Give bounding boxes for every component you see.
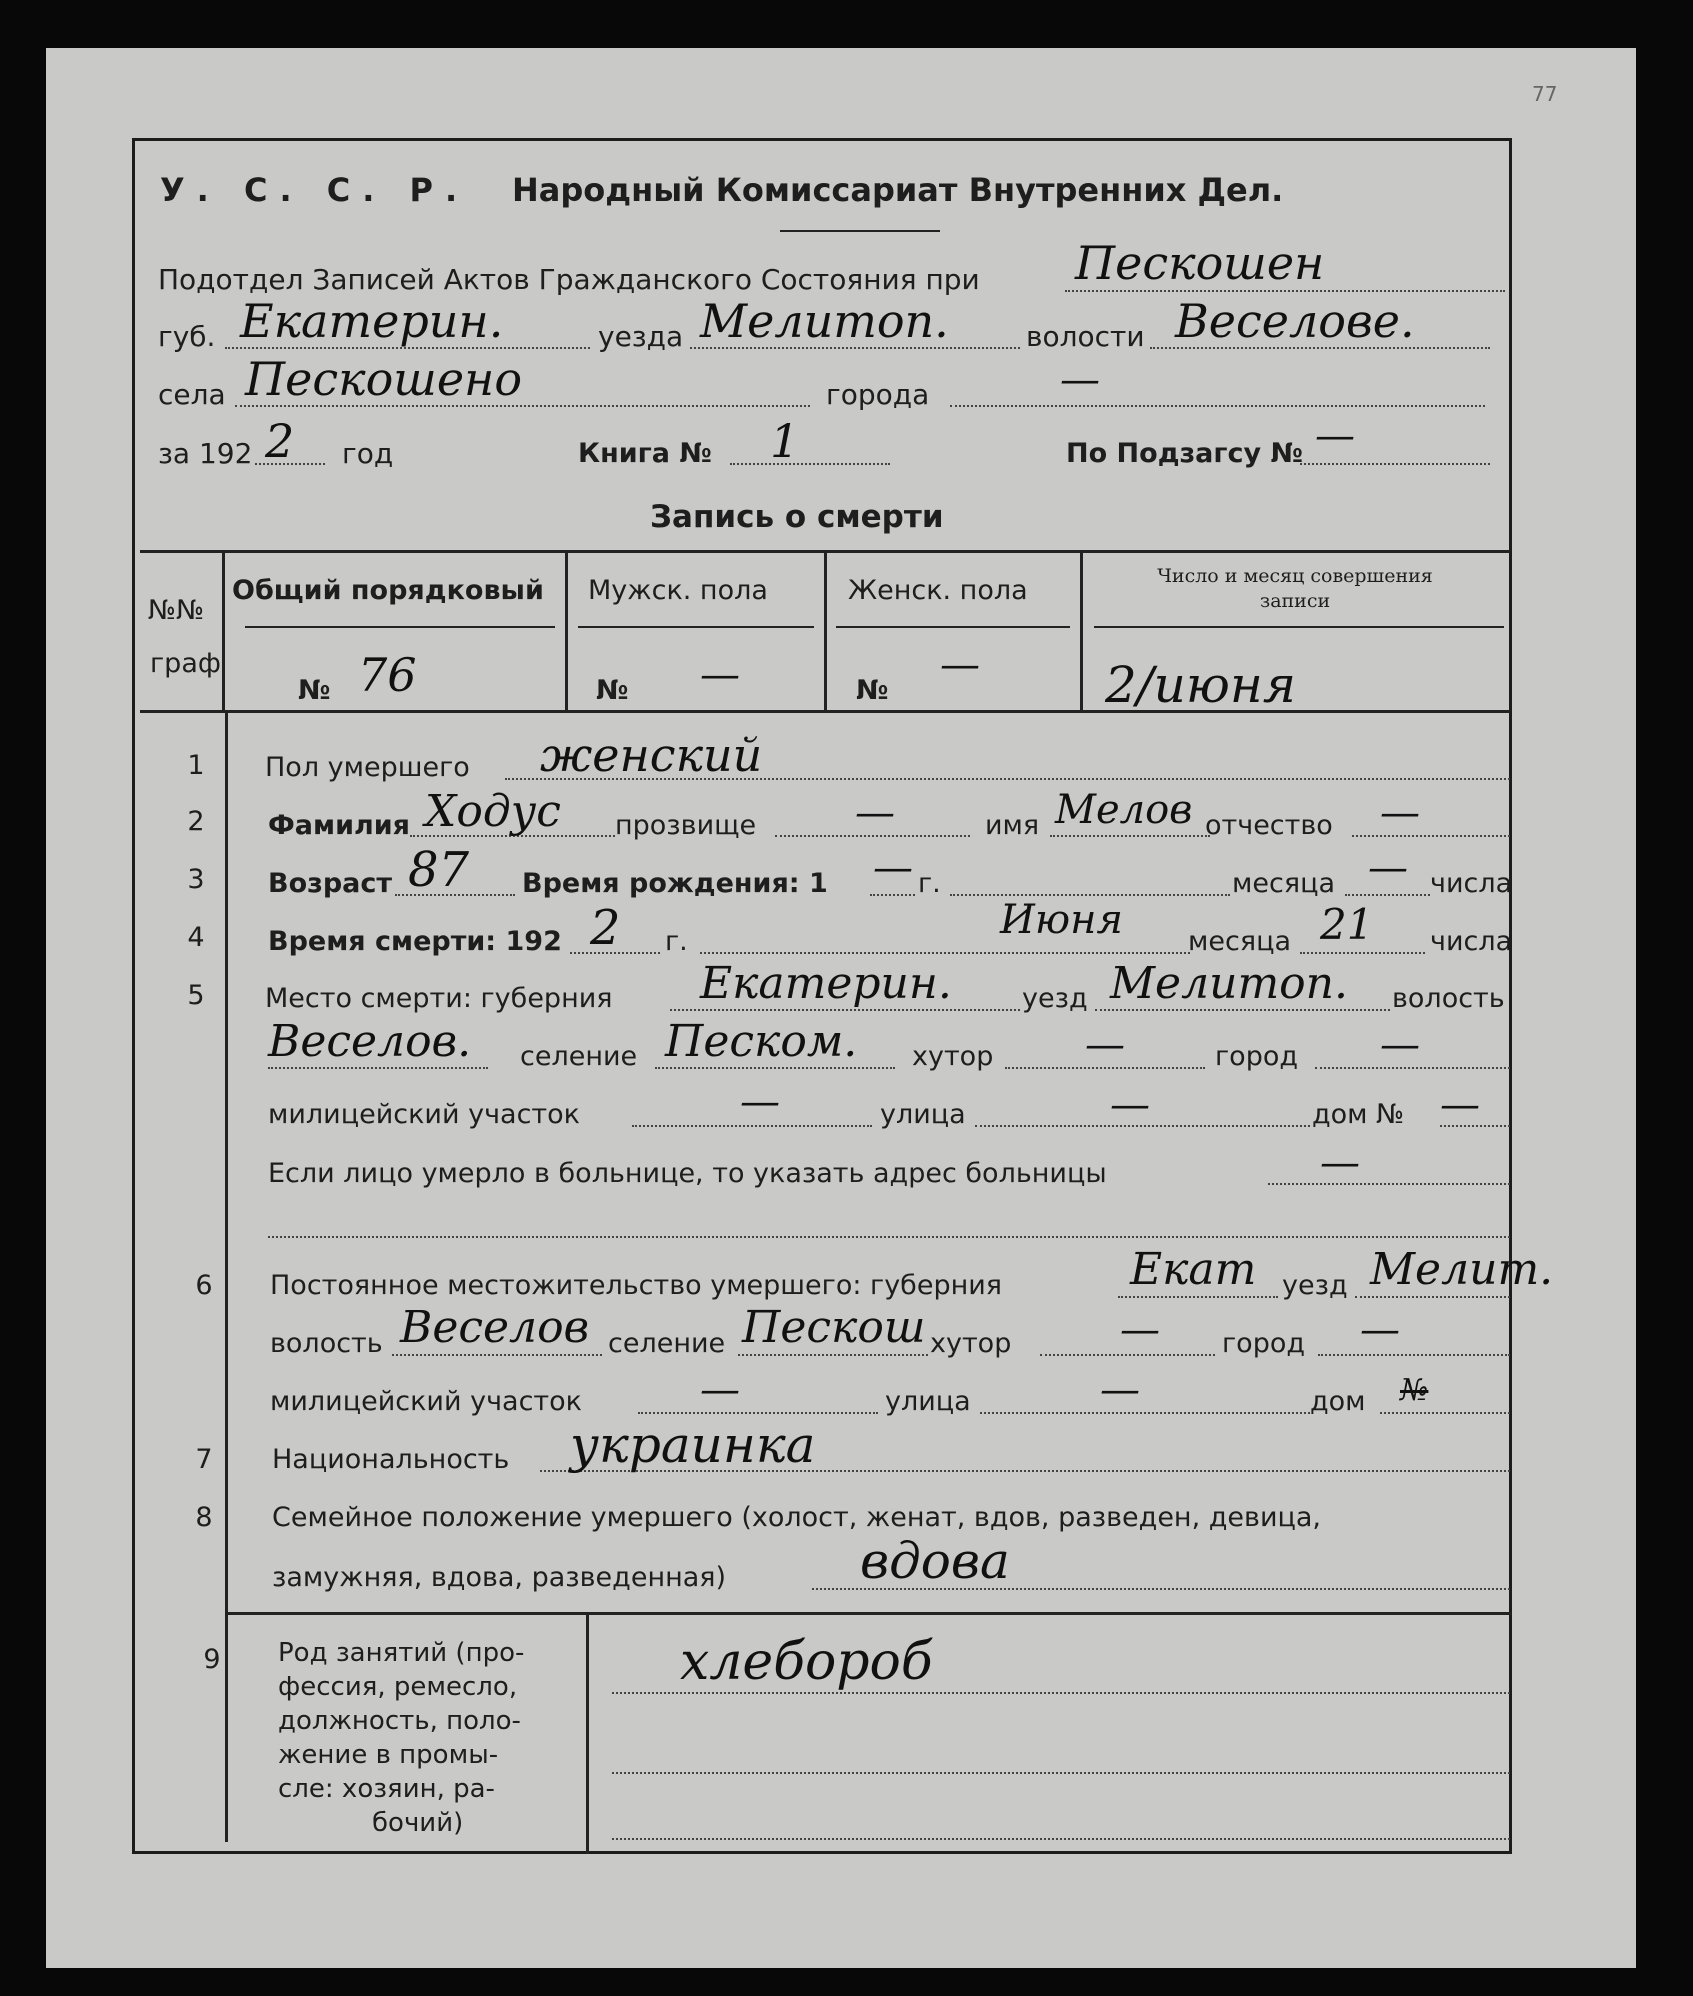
r6-volost-value: Веселов	[400, 1302, 590, 1353]
subdept-value: Пескошен	[1075, 236, 1325, 290]
row-number-5: 5	[187, 980, 205, 1011]
summary-inner-line-4	[1094, 626, 1504, 628]
r4-g: г.	[665, 926, 688, 957]
r6-uezd-label: уезд	[1282, 1270, 1348, 1301]
ministry-title: Народный Комиссариат Внутренних Дел.	[512, 171, 1284, 209]
r5-uezd-label: уезд	[1022, 983, 1088, 1014]
col3-prefix: №	[856, 675, 889, 706]
r1-label: Пол умершего	[265, 752, 470, 783]
podzag-line	[1300, 463, 1490, 465]
selo-value: Пескошено	[245, 352, 523, 406]
col1-label: Общий порядковый	[232, 575, 544, 606]
r2-nick-value: —	[855, 790, 895, 836]
r2-patr-line	[1352, 835, 1510, 837]
r4-month-label: месяца	[1188, 926, 1291, 957]
row-number-3: 3	[187, 864, 205, 895]
col0-label-1: №№	[148, 595, 205, 626]
r2-name-label: имя	[985, 810, 1040, 841]
r5-house-value: —	[1440, 1082, 1480, 1128]
row-number-9: 9	[203, 1644, 221, 1675]
r6-house-line	[1380, 1412, 1510, 1414]
r6-street-value: —	[1100, 1367, 1140, 1413]
col0-label-2: граф	[150, 648, 221, 679]
year-suffix: год	[342, 437, 394, 470]
book-label: Книга №	[578, 438, 712, 469]
gorod-line	[950, 405, 1485, 407]
r6-hutor-label: хутор	[930, 1328, 1012, 1359]
row-number-2: 2	[187, 806, 205, 837]
r3-birth-line	[870, 894, 915, 896]
r3-age-value: 87	[408, 842, 470, 898]
r6-selo-label: селение	[608, 1328, 726, 1359]
r5-mil-line	[632, 1125, 872, 1127]
r9-label-5: сле: хозяин, ра-	[278, 1774, 495, 1804]
r6-gub-value: Екат	[1130, 1244, 1257, 1295]
col1-value: 76	[358, 648, 417, 702]
gorod-label: города	[826, 378, 930, 411]
summary-col-sep-2	[565, 550, 568, 713]
r5-mil-value: —	[740, 1079, 780, 1125]
r5-selo-line	[655, 1067, 895, 1069]
r6-selo-line	[738, 1354, 928, 1356]
r4-day-line	[1300, 952, 1425, 954]
r6-hutor-value: —	[1120, 1307, 1160, 1353]
row-number-6: 6	[195, 1270, 213, 1301]
r9-value: хлебороб	[680, 1632, 933, 1692]
r3-month-value: —	[1368, 845, 1408, 891]
r4-month-value: Июня	[1000, 897, 1123, 943]
r9-label-4: жение в промы-	[278, 1740, 499, 1770]
r9-label-2: фессия, ремесло,	[278, 1672, 518, 1702]
r6-mil-label: милицейский участок	[270, 1386, 582, 1417]
r6-gorod-label: город	[1222, 1328, 1306, 1359]
summary-inner-line-1	[245, 626, 555, 628]
subdept-line	[1065, 290, 1505, 292]
selo-label: села	[158, 378, 226, 411]
r6-mil-value: —	[700, 1367, 740, 1413]
r2-patr-value: —	[1380, 790, 1420, 836]
r5-mil-label: милицейский участок	[268, 1099, 580, 1130]
row-number-1: 1	[187, 750, 205, 781]
r6-hutor-line	[1040, 1354, 1215, 1356]
r9-line-3	[612, 1838, 1510, 1840]
r6-house-label: дом	[1310, 1386, 1366, 1417]
r5-gub-value: Екатерин.	[700, 958, 952, 1009]
r6-gorod-line	[1318, 1354, 1510, 1356]
r9-line-1	[612, 1692, 1510, 1694]
r7-value: украинка	[570, 1416, 816, 1474]
col2-value: —	[700, 652, 740, 698]
r6-uezd-value: Мелит.	[1370, 1244, 1554, 1295]
r6-uezd-line	[1355, 1296, 1510, 1298]
r5-uezd-line	[1095, 1009, 1390, 1011]
gorod-value: —	[1060, 357, 1100, 403]
header-divider	[780, 230, 940, 232]
podzag-label: По Подзагсу №	[1066, 438, 1304, 469]
republic-label: У. С. С. Р.	[160, 171, 470, 209]
r9-label-6: бочий)	[372, 1808, 464, 1838]
col2-prefix: №	[596, 675, 629, 706]
r5-hosp-value: —	[1320, 1140, 1360, 1186]
r5-selo-label: селение	[520, 1041, 638, 1072]
corner-page-number: 77	[1532, 82, 1558, 106]
r9-label-1: Род занятий (про-	[278, 1638, 525, 1668]
r5-hosp-line	[1268, 1183, 1510, 1185]
r2-name-value: Мелов	[1055, 787, 1193, 833]
r6-label: Постоянное местожительство умершего: губерния	[270, 1270, 1003, 1301]
r4-month-line	[700, 952, 1190, 954]
r3-g: г.	[918, 868, 941, 899]
uezd-label: уезда	[598, 320, 684, 353]
summary-col-sep-1	[222, 550, 225, 713]
r8-label-1: Семейное положение умершего (холост, женат, вдов, разведен, девица,	[272, 1502, 1321, 1533]
r3-birth-label: Время рождения: 1	[522, 868, 828, 899]
gub-value: Екатерин.	[240, 294, 504, 348]
year-value: 2	[265, 414, 295, 468]
r4-year-value: 2	[590, 900, 621, 956]
r2-patr-label: отчество	[1205, 810, 1333, 841]
uezd-value: Мелитоп.	[700, 294, 949, 348]
podzag-value: —	[1315, 413, 1355, 459]
r5-selo-value: Песком.	[665, 1016, 858, 1067]
r3-day-label: числа	[1430, 868, 1513, 899]
r5-hutor-label: хутор	[912, 1041, 994, 1072]
col4-label-2: записи	[1259, 590, 1331, 612]
r8-label-2: замужняя, вдова, разведенная)	[272, 1562, 727, 1593]
r5-gub-line	[670, 1009, 1020, 1011]
summary-inner-line-3	[836, 626, 1070, 628]
r6-street-line	[980, 1412, 1310, 1414]
r6-gorod-value: —	[1360, 1307, 1400, 1353]
row-number-8: 8	[195, 1502, 213, 1533]
year-label: за 192	[158, 437, 253, 470]
summary-col-sep-3	[824, 550, 827, 713]
r5-volost-line	[268, 1067, 488, 1069]
r3-gap-line	[950, 894, 1230, 896]
col4-value: 2/июня	[1105, 656, 1296, 714]
r5-hutor-value: —	[1085, 1022, 1125, 1068]
r9-label-3: должность, поло-	[278, 1706, 521, 1736]
r5-hosp-label: Если лицо умерло в больнице, то указать адрес больницы	[268, 1158, 1107, 1189]
r8-value: вдова	[860, 1532, 1010, 1590]
r6-gub-line	[1118, 1296, 1278, 1298]
r4-label: Время смерти: 192	[268, 926, 562, 957]
r5-uezd-value: Мелитоп.	[1110, 958, 1348, 1009]
r3-month-label: месяца	[1232, 868, 1335, 899]
r9-line-2	[612, 1772, 1510, 1774]
r5-house-label: дом №	[1312, 1099, 1405, 1130]
r2-name-line	[1050, 835, 1210, 837]
r2-surname-label: Фамилия	[268, 810, 411, 841]
r3-age-label: Возраст	[268, 868, 393, 899]
r6-mil-line	[638, 1412, 878, 1414]
volost-label: волости	[1026, 320, 1145, 353]
r6-selo-value: Пескош	[742, 1302, 926, 1353]
r5-hosp-line-2	[268, 1236, 1510, 1238]
col4-label-1: Число и месяц совершения	[1157, 565, 1433, 587]
r6-street-label: улица	[885, 1386, 971, 1417]
body-row9-divider	[225, 1612, 1512, 1615]
col3-label: Женск. пола	[848, 575, 1028, 606]
r6-house-value: №	[1400, 1373, 1429, 1408]
col1-prefix: №	[298, 675, 331, 706]
r3-month-line	[1345, 894, 1430, 896]
r2-nick-label: прозвище	[615, 810, 757, 841]
r5-street-value: —	[1110, 1082, 1150, 1128]
r4-day-label: числа	[1430, 926, 1513, 957]
r5-label: Место смерти: губерния	[265, 983, 613, 1014]
r5-volost-label: волость	[1392, 983, 1505, 1014]
record-title: Запись о смерти	[650, 499, 944, 535]
row-number-4: 4	[187, 922, 205, 953]
book-line	[730, 463, 890, 465]
body-row9-col-sep	[586, 1612, 589, 1854]
r1-value: женский	[540, 728, 763, 782]
r3-birth-value: —	[873, 845, 913, 891]
row-number-7: 7	[195, 1444, 213, 1475]
r7-label: Национальность	[272, 1444, 510, 1475]
r5-street-label: улица	[880, 1099, 966, 1130]
r5-volost-value: Веселов.	[268, 1016, 472, 1067]
summary-inner-line-2	[578, 626, 814, 628]
r6-volost-line	[392, 1354, 602, 1356]
r5-gorod-label: город	[1215, 1041, 1299, 1072]
book-value: 1	[770, 414, 800, 468]
r5-gorod-value: —	[1380, 1022, 1420, 1068]
summary-col-sep-4	[1080, 550, 1083, 713]
col3-value: —	[940, 642, 980, 688]
gub-label: губ.	[158, 320, 216, 353]
subdept-label: Подотдел Записей Актов Гражданского Состояния при	[158, 263, 980, 296]
col2-label: Мужск. пола	[588, 575, 768, 606]
r2-surname-value: Ходус	[425, 786, 561, 837]
volost-value: Веселове.	[1175, 294, 1415, 348]
r6-volost-label: волость	[270, 1328, 383, 1359]
r4-day-value: 21	[1320, 900, 1374, 949]
